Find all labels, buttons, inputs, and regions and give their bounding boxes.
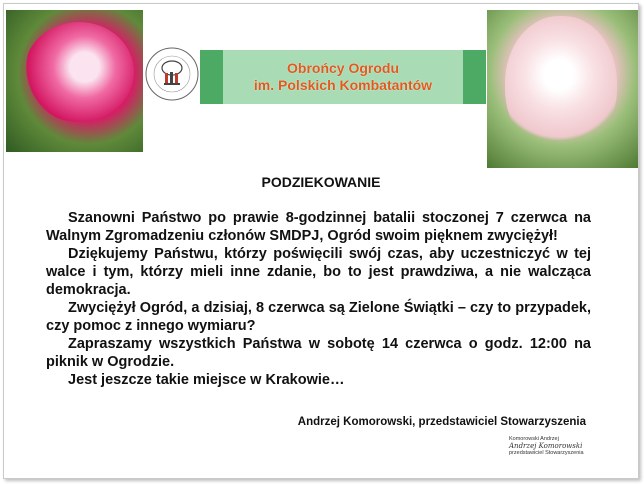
stamp-name: Komorowski Andrzej [509,436,559,442]
paragraph-1: Szanowni Państwo po prawie 8-godzinnej batalii stoczonej 7 czerwca na Walnym Zgromadzeniu członów SMDPJ, Ogród swoim pięknem zwyciężył! [46,210,591,244]
peony-photo [6,10,143,152]
banner-title-line2: im. Polskich Kombatantów [253,77,433,93]
letter-body [46,209,591,389]
handwritten-signature: Andrzej Komorowski [509,442,583,450]
paragraph-4: Zapraszamy wszystkich Państwa w sobotę 14 czerwca o godz. 12:00 na piknik w Ogrodzie. [46,336,591,370]
document-frame [3,3,639,479]
stamp-role: przedstawiciel Stowarzyszenia [509,450,584,456]
signature-stamp [509,436,599,464]
paragraph-2: Dziękujemy Państwu, którzy poświęcili swój czas, aby uczestniczyć w tej walce i tym, którzy mieli inne zdanie, bo to jest prawdziwa, a nie walcząca demokracja. [46,246,591,298]
paragraph-3: Zwyciężył Ogród, a dzisiaj, 8 czerwca są Zielone Świątki – czy to przypadek, czy pomoc z innego wymiaru? [46,300,591,334]
association-logo [144,46,200,102]
signature-line: Andrzej Komorowski, przedstawiciel Stowarzyszenia [297,416,586,428]
banner-title-line1: Obrońcy Ogrodu [287,60,399,76]
banner-title-box [223,50,463,104]
rose-photo [487,10,638,168]
rose-flower [505,16,617,156]
header-banner [200,50,486,104]
document-title: PODZIEKOWANIE [261,174,381,190]
paragraph-5: Jest jeszcze takie miejsce w Krakowie… [68,372,345,388]
peony-flower [24,22,134,122]
